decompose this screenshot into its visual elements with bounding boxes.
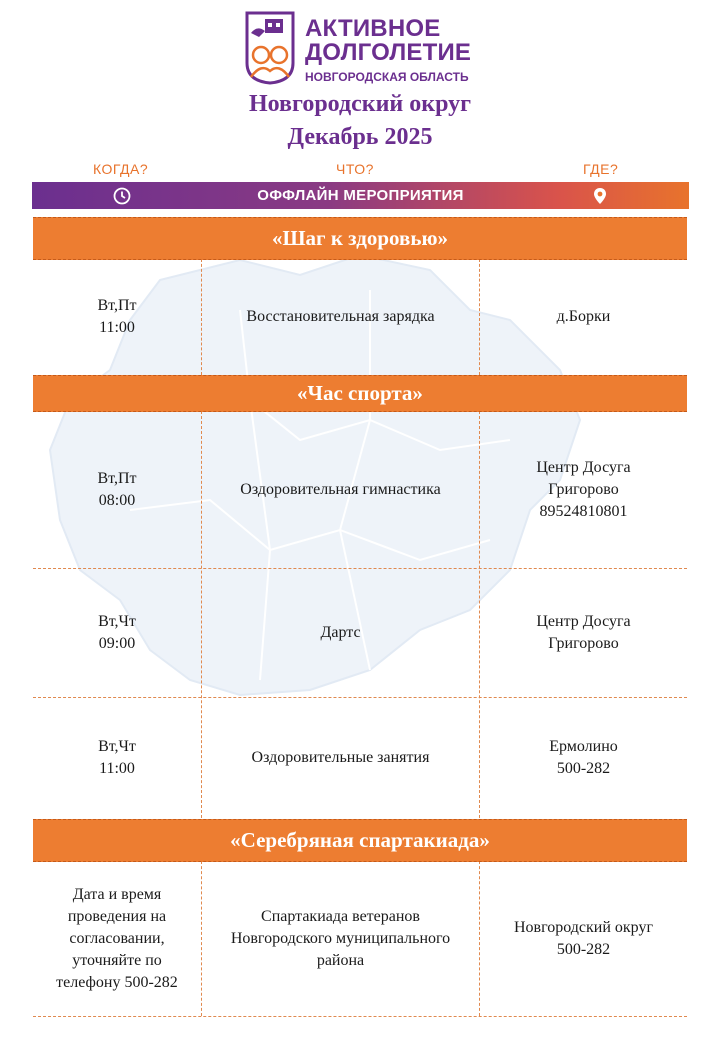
offline-events-band [32,182,689,209]
event-when: Вт,Чт 09:00 [98,613,136,652]
event-where: Центр Досуга Григорово [536,613,631,652]
location-pin-icon [590,186,610,206]
column-header-when: КОГДА? [93,161,149,177]
section-title: «Серебряная спартакиада» [33,819,687,862]
event-when: Вт,Пт 08:00 [97,469,137,509]
event-when: Дата и время проведения на согласовании, уточняйте по телефону 500-282 [56,885,178,991]
event-what: Оздоровительные занятия [251,749,430,766]
page-subtitle: Декабрь 2025 [287,124,433,150]
event-where: д.Борки [556,308,611,325]
event-where: Новгородский округ 500-282 [513,918,654,958]
offline-events-label: ОФФЛАЙН МЕРОПРИЯТИЯ [257,187,464,204]
active-longevity-emblem [243,11,297,85]
section-title: «Шаг к здоровью» [33,217,687,260]
section-title: «Час спорта» [33,375,687,412]
event-what: Восстановительная зарядка [246,308,435,325]
logo-text-line3: НОВГОРОДСКАЯ ОБЛАСТЬ [305,70,469,84]
page-title: Новгородский округ [248,91,472,117]
event-where: Ермолино 500-282 [549,738,618,777]
event-what: Спартакиада ветеранов Новгородского муниципального района [230,907,451,969]
logo-text-line1: АКТИВНОЕ [305,15,441,42]
event-when: Вт,Чт 11:00 [98,738,136,777]
logo-text-line2: ДОЛГОЛЕТИЕ [305,39,472,66]
event-what: Дартс [320,624,361,641]
logo [243,11,483,89]
column-header-where: ГДЕ? [583,161,619,177]
column-header-what: ЧТО? [336,161,374,177]
event-where: Центр Досуга Григорово 89524810801 [536,458,631,520]
event-when: Вт,Пт 11:00 [97,297,137,336]
row-divider [33,1016,687,1017]
event-what: Оздоровительная гимнастика [240,480,441,498]
